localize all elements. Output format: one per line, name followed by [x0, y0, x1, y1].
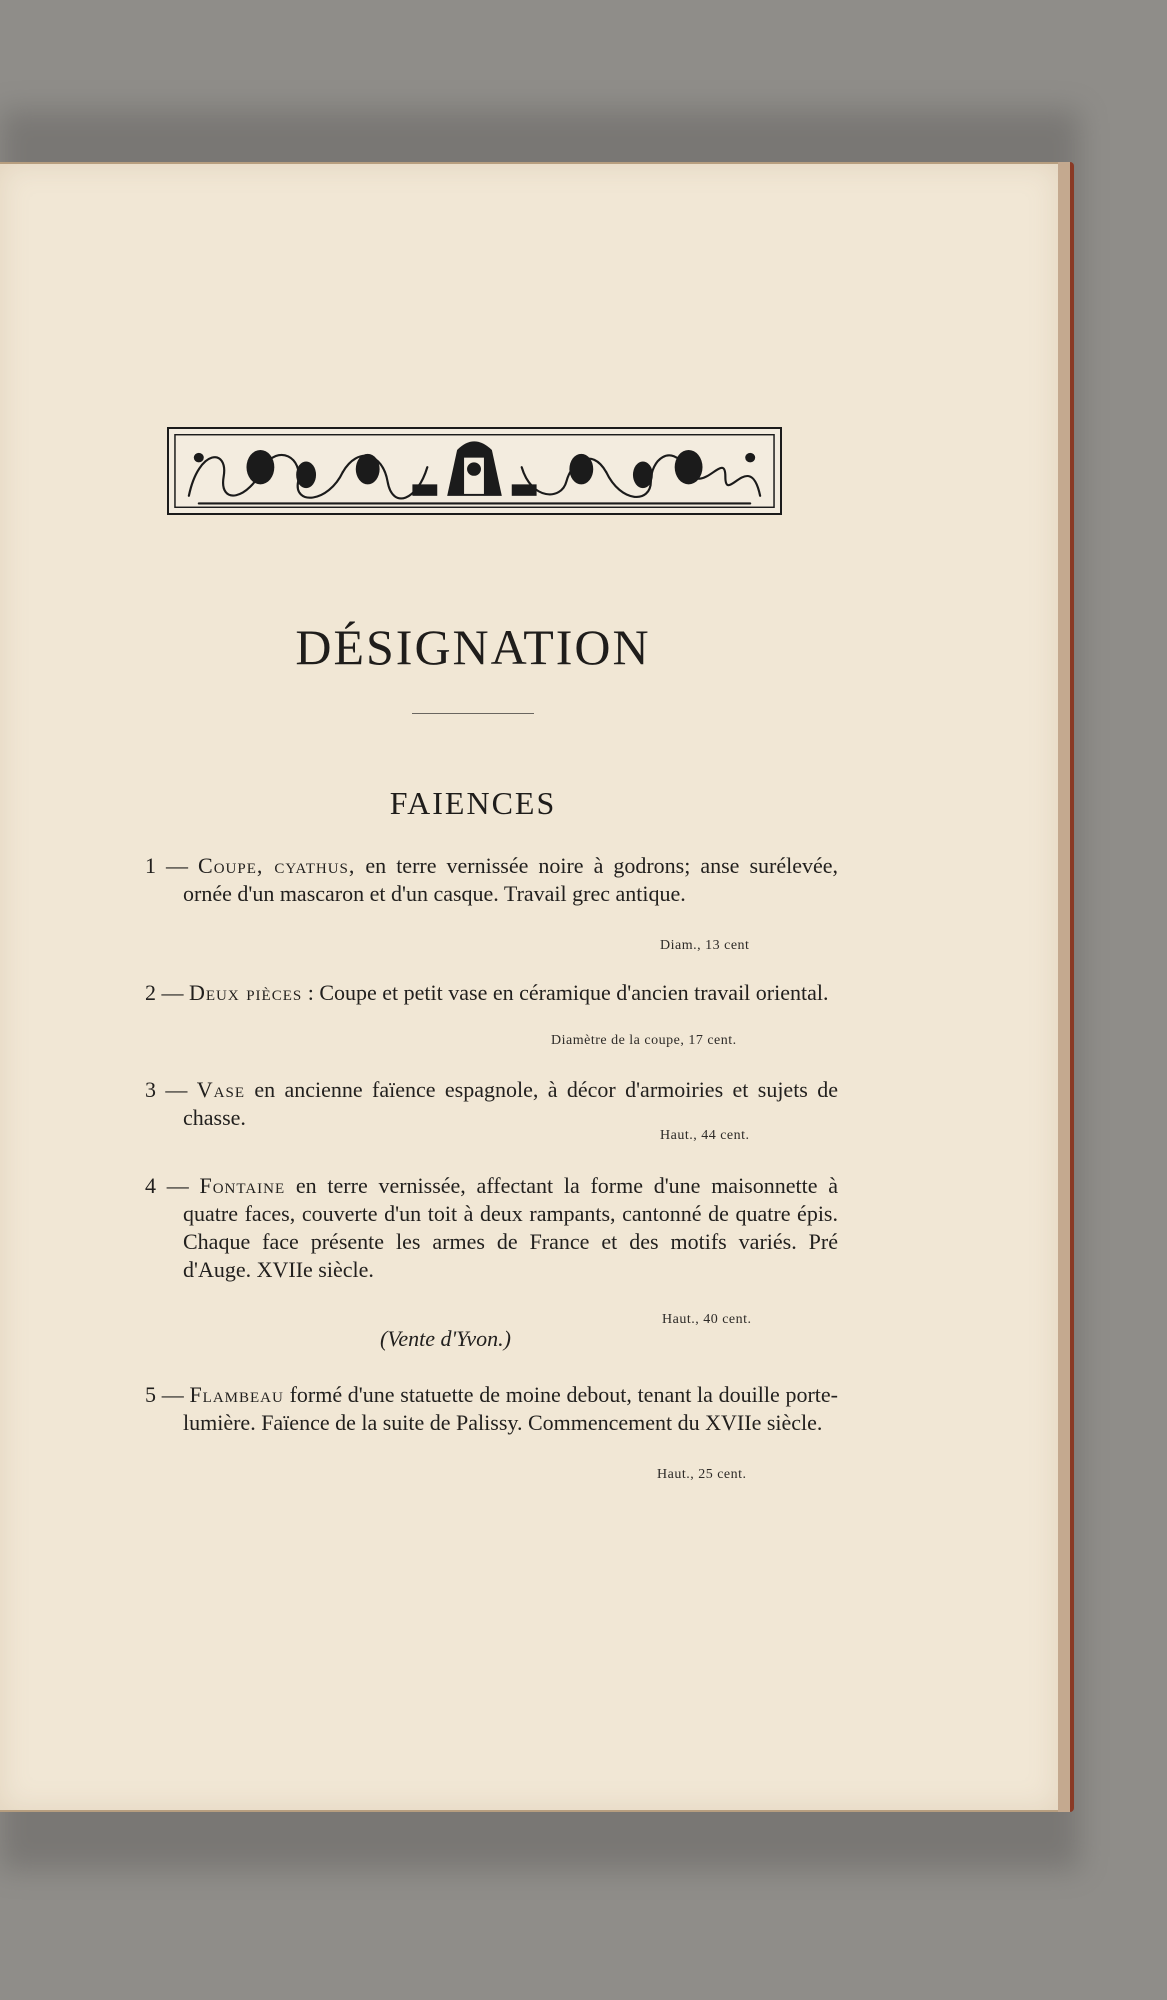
- entry-measure: Diam., 13 cent: [660, 938, 750, 953]
- catalog-entry: 5 — Flambeau formé d'une statuette de moine debout, tenant la douille porte-lumière. Faïence de la suite de Palissy. Commencement du XVIIe siècle.: [145, 1382, 838, 1435]
- entry-number: 2: [145, 980, 156, 1005]
- entry-number: 1: [145, 853, 156, 878]
- entry-number: 3: [145, 1077, 156, 1102]
- entry-text: formé d'une statuette de moine debout, tenant la douille porte-lumière. Faïence de la suite de Palissy. Commencement du XVIIe siècle.: [183, 1382, 838, 1435]
- entry-name: Flambeau: [189, 1382, 284, 1407]
- ornamental-headpiece: [167, 427, 782, 515]
- entry-text: : Coupe et petit vase en céramique d'ancien travail oriental.: [302, 980, 829, 1005]
- catalog-entry: 3 — Vase en ancienne faïence espagnole, à décor d'armoiries et sujets de chasse.: [145, 1077, 839, 1130]
- entry-name: Vase: [196, 1077, 245, 1102]
- entry-text: en terre vernissée noire à godrons; anse surélevée, ornée d'un mascaron et d'un casque. Travail grec antique.: [183, 853, 839, 906]
- headpiece-engraving-icon: [169, 429, 780, 513]
- entry-number: 4: [145, 1173, 156, 1198]
- provenance-note: (Vente d'Yvon.): [380, 1326, 511, 1351]
- entry-text: en terre vernissée, affectant la forme d'une maisonnette à quatre faces, couverte d'un toit à deux rampants, cantonné de quatre épis. Chaque face présente les armes de France et des motifs variés. Pré d'Auge. XVIIe siècle.: [183, 1173, 839, 1282]
- page-title: DÉSIGNATION: [295, 619, 651, 675]
- entry-name: Deux pièces: [189, 980, 303, 1005]
- entry-measure: Haut., 25 cent.: [657, 1467, 747, 1482]
- entry-text: en ancienne faïence espagnole, à décor d'armoiries et sujets de chasse.: [183, 1077, 839, 1130]
- title-divider: [412, 713, 534, 714]
- entry-number: 5: [145, 1382, 156, 1407]
- entry-name: Fontaine: [199, 1173, 286, 1198]
- catalog-entry: 4 — Fontaine en terre vernissée, affectant la forme d'une maisonnette à quatre faces, couverte d'un toit à deux rampants, cantonné de quatre épis. Chaque face présente les armes de France et des motifs variés. Pré d'Auge. XVIIe siècle.: [145, 1173, 839, 1282]
- entry-measure: Diamètre de la coupe, 17 cent.: [551, 1033, 737, 1048]
- entry-name: Coupe, cyathus,: [198, 853, 356, 878]
- entry-measure: Haut., 40 cent.: [662, 1312, 752, 1327]
- section-title: FAIENCES: [389, 785, 557, 821]
- entry-measure: Haut., 44 cent.: [660, 1128, 750, 1143]
- catalog-entry: 2 — Deux pièces : Coupe et petit vase en céramique d'ancien travail oriental.: [145, 980, 829, 1005]
- catalog-entry: 1 — Coupe, cyathus, en terre vernissée noire à godrons; anse surélevée, ornée d'un mascaron et d'un casque. Travail grec antique.: [145, 853, 839, 906]
